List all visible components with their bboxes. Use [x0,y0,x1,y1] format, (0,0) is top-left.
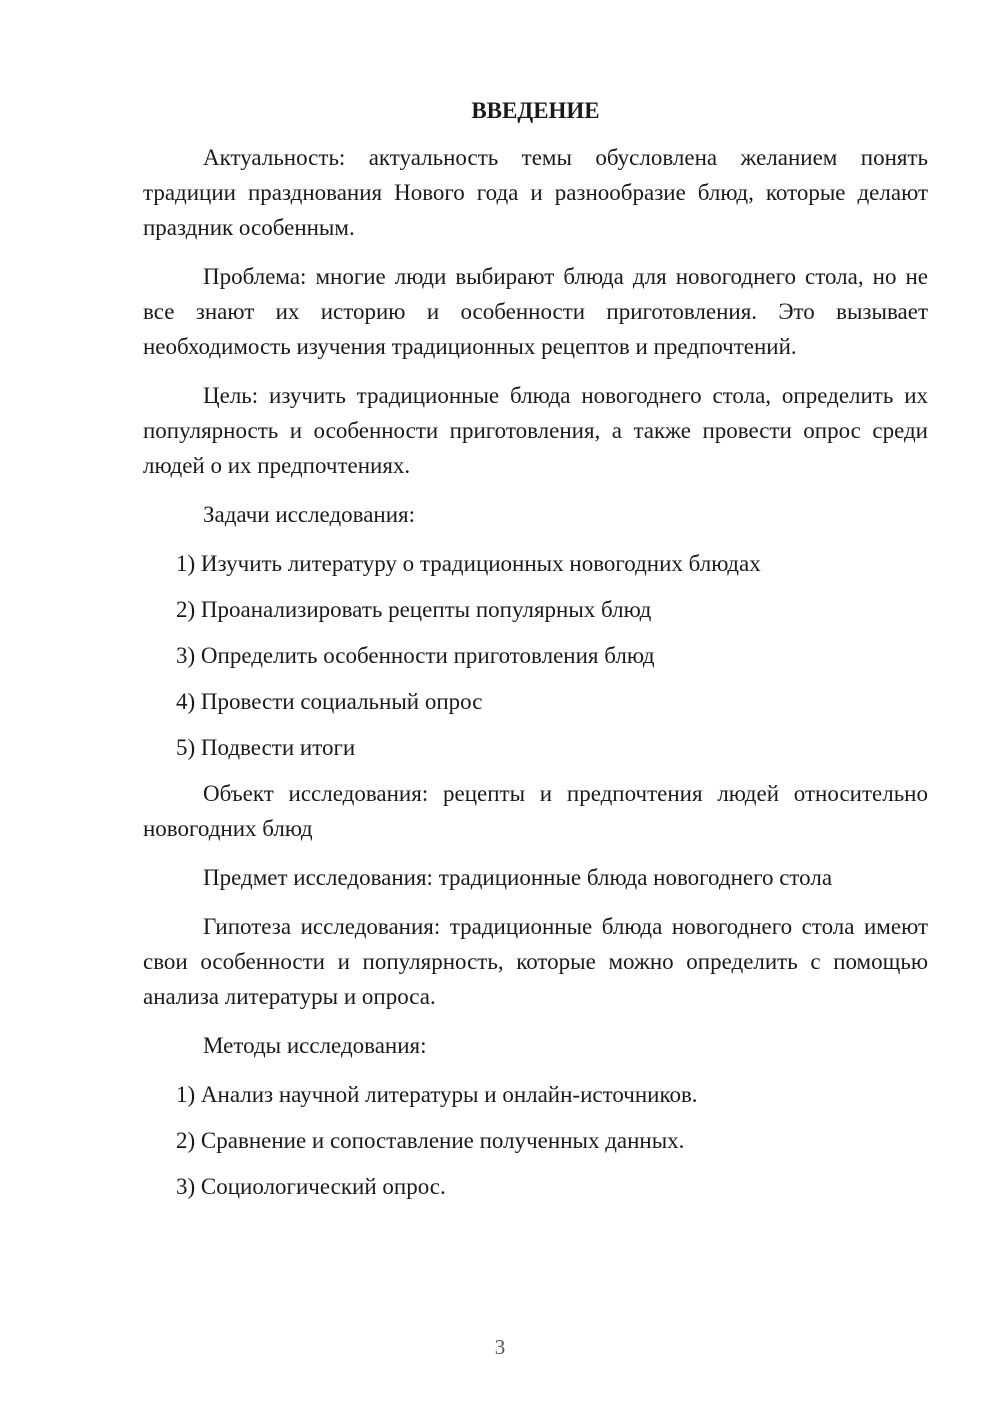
section-title: ВВЕДЕНИЕ [471,98,600,123]
tasks-list [143,546,928,765]
paragraph-object: Объект исследования: рецепты и предпочтения людей относительно новогодних блюд [143,781,928,841]
list-item-method-1: 1) Анализ научной литературы и онлайн-источников. [176,1082,698,1107]
list-item-task-2: 2) Проанализировать рецепты популярных блюд [176,597,652,622]
list-item-method-2: 2) Сравнение и сопоставление полученных данных. [176,1128,685,1153]
paragraph-hypothesis: Гипотеза исследования: традиционные блюда новогоднего стола имеют свои особенности и популярность, которые можно определить с помощью анализа литературы и опроса. [143,914,928,1009]
list-item-task-5: 5) Подвести итоги [176,735,356,760]
tasks-heading: Задачи исследования: [203,502,416,527]
paragraph-relevance: Актуальность: актуальность темы обусловлена желанием понять традиции празднования Нового года и разнообразие блюд, которые делают праздник особенным. [143,145,928,240]
page-number: 3 [494,1335,506,1359]
paragraph-goal: Цель: изучить традиционные блюда новогоднего стола, определить их популярность и особенности приготовления, а также провести опрос среди людей о их предпочтениях. [143,383,928,478]
paragraph-problem: Проблема: многие люди выбирают блюда для новогоднего стола, но не все знают их историю и особенности приготовления. Это вызывает необходимость изучения традиционных рецептов и предпочтений. [143,264,928,359]
list-item-task-4: 4) Провести социальный опрос [176,689,483,714]
paragraph-subject: Предмет исследования: традиционные блюда новогоднего стола [203,865,833,890]
page-content [143,96,928,1215]
methods-list [143,1077,928,1204]
list-item-task-3: 3) Определить особенности приготовления блюд [176,643,655,668]
methods-heading: Методы исследования: [203,1033,427,1058]
list-item-task-1: 1) Изучить литературу о традиционных новогодних блюдах [176,551,761,576]
list-item-method-3: 3) Социологический опрос. [176,1174,446,1199]
